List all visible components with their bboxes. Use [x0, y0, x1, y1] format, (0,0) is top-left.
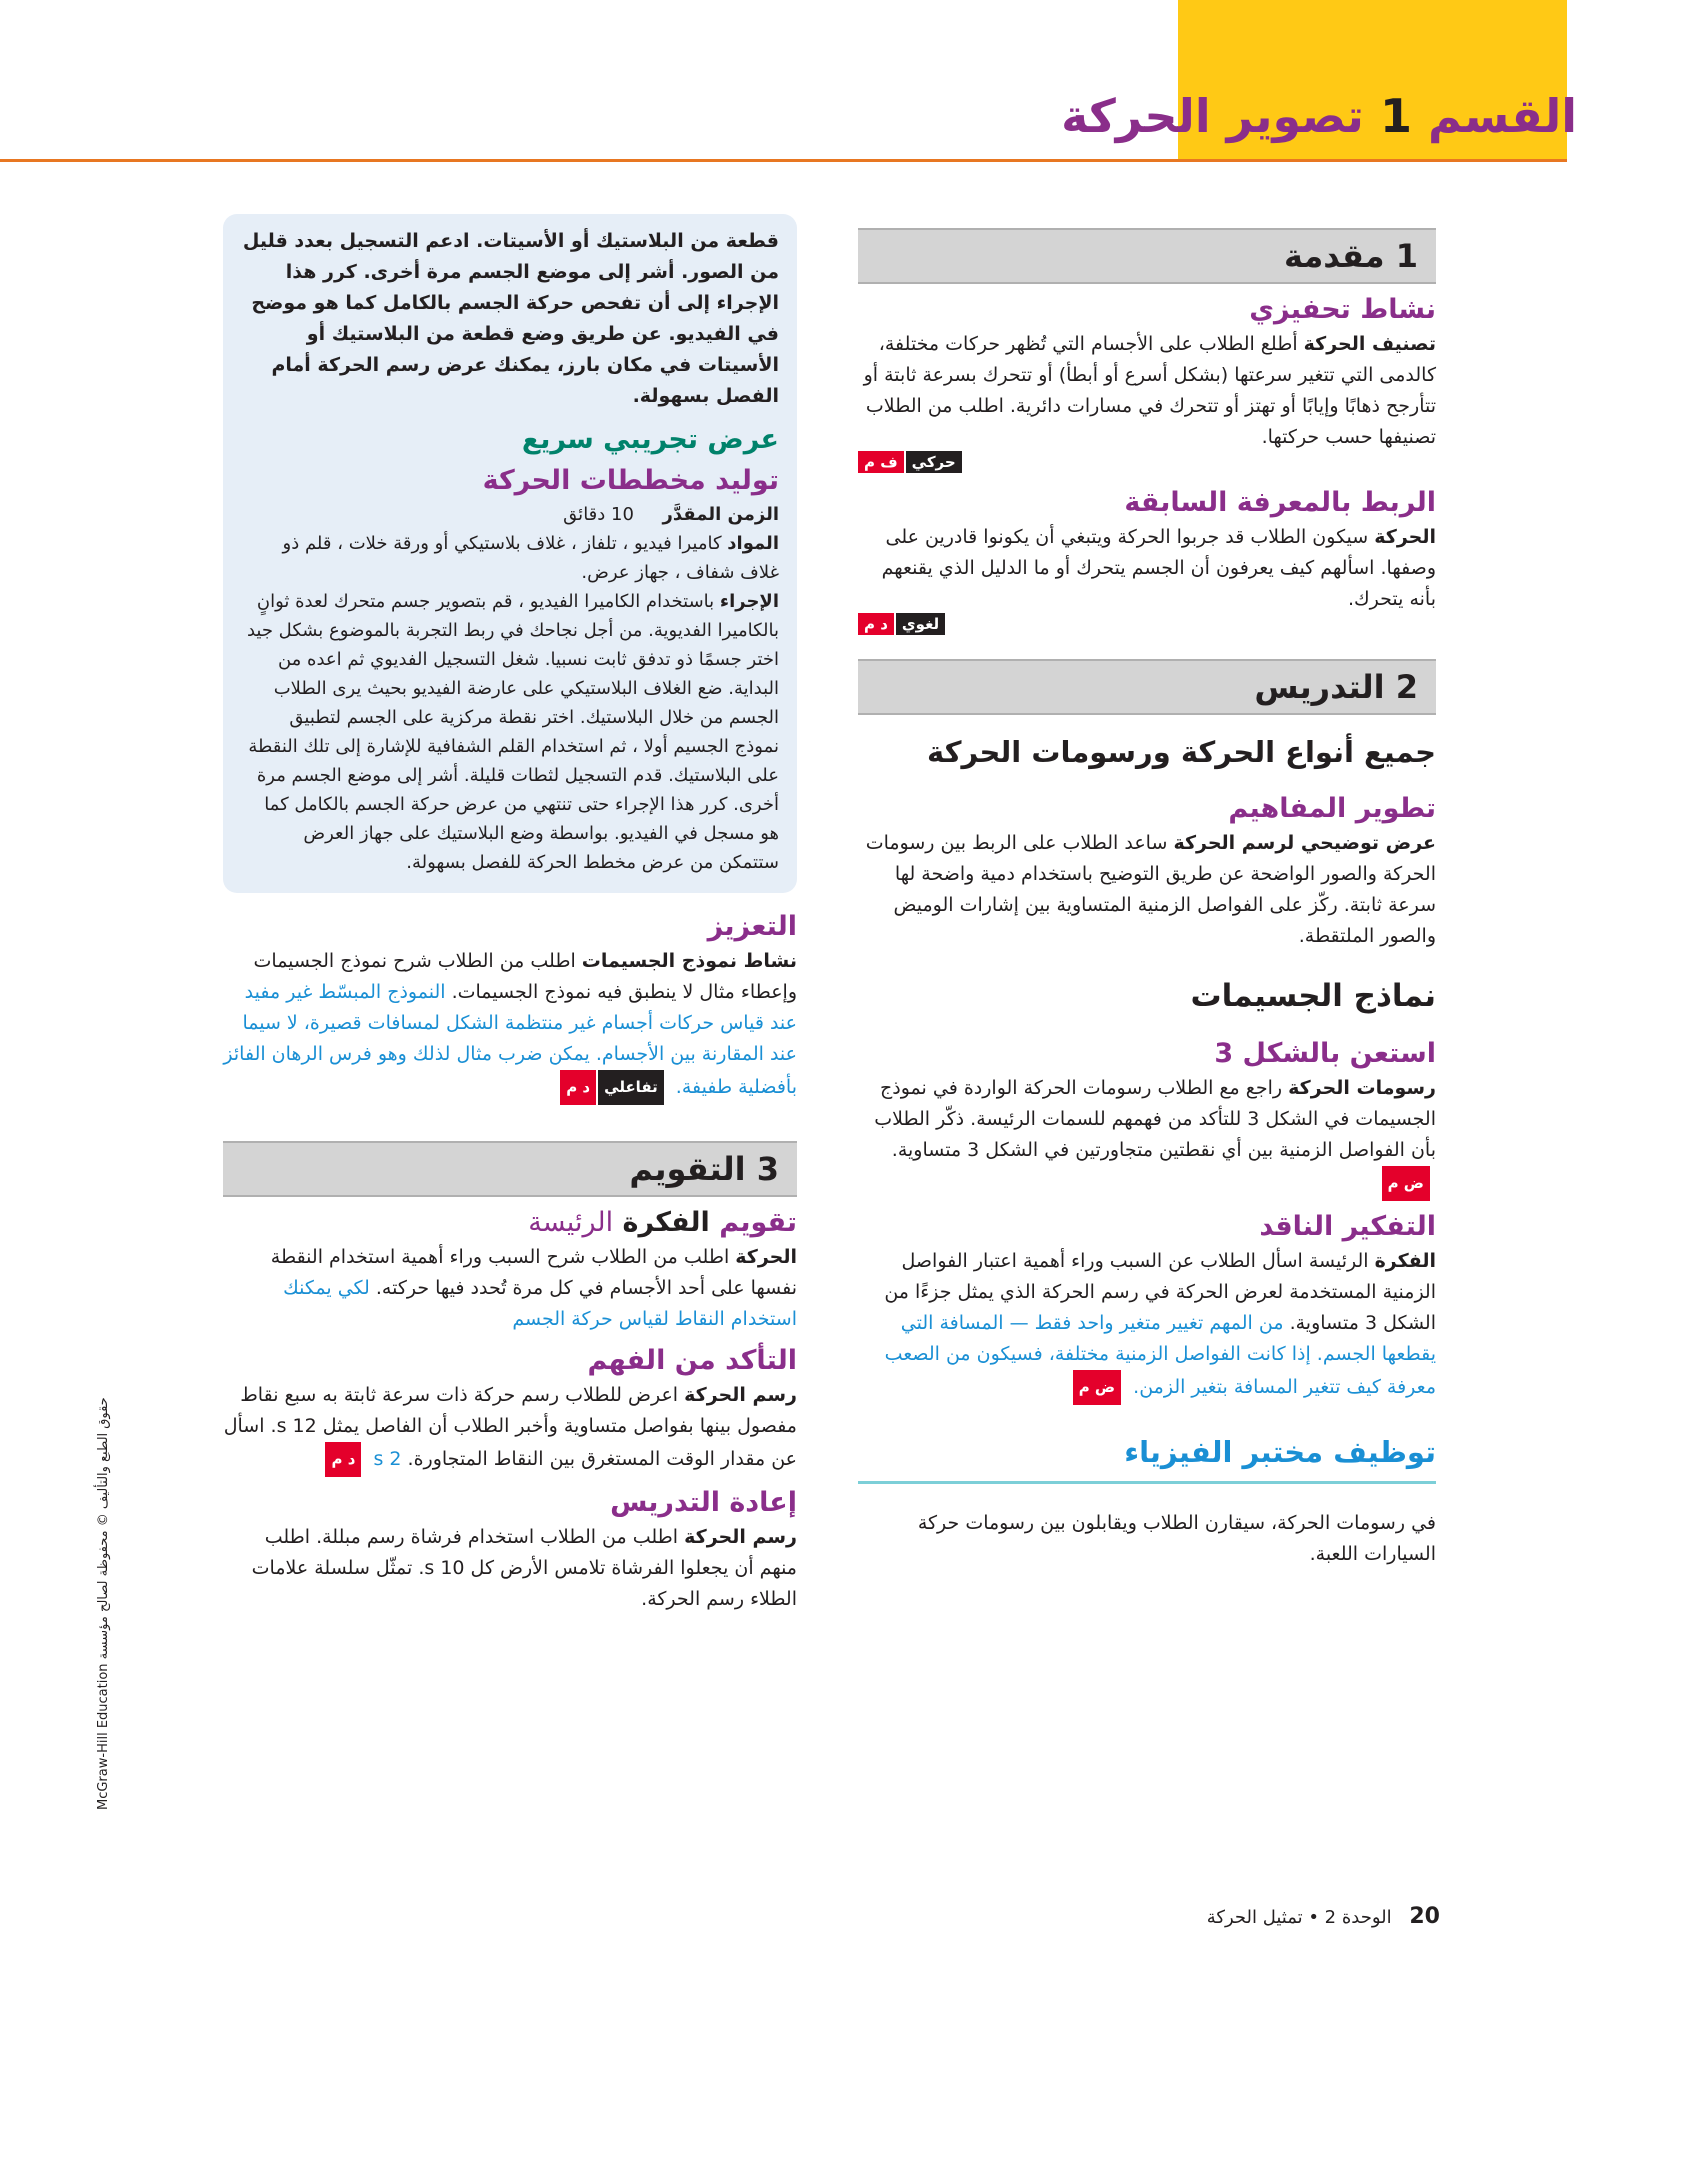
critical-text: الرئيسة اسأل الطلاب عن السبب وراء أهمية اعتبار الفواصل الزمنية المستخدمة لعرض الحركة في رسم الحركة الذي يمثل جزءًا من الشكل 3 متساوية.: [884, 1250, 1436, 1334]
time-value: 10 دقائق: [563, 504, 634, 525]
assess-band: 3 التقويم: [223, 1141, 797, 1197]
unit-label: الوحدة 2 • تمثيل الحركة: [1206, 1907, 1392, 1928]
quick-demo-box: [223, 214, 797, 893]
time-row: [241, 500, 779, 529]
big-idea-paragraph: [223, 1242, 797, 1335]
reinforce-title: التعزيز: [707, 911, 797, 942]
big-idea-answer: لكي يمكنك استخدام النقاط لقياس حركة الجسم: [283, 1277, 797, 1330]
section-title: تصوير الحركة: [1061, 89, 1364, 143]
critical-title: التفكير الناقد: [1259, 1211, 1436, 1242]
check-lead: رسم الحركة: [684, 1384, 797, 1406]
check-title: التأكد من الفهم: [587, 1345, 797, 1376]
teach-heading: جميع أنواع الحركة ورسومات الحركة: [927, 735, 1436, 769]
tag-badge: ف م: [858, 451, 904, 473]
motivate-title: نشاط تحفيزي: [1249, 294, 1436, 325]
prior-text: سيكون الطلاب قد جربوا الحركة ويتبغي أن يكونوا قادرين على وصفها. اسألهم كيف يعرفون أن الجسم يتحرك أو ما الدليل الذي يقنعهم بأنه يتحرك.: [881, 526, 1436, 610]
figure-text: راجع مع الطلاب رسومات الحركة الواردة في نموذج الجسيمات في الشكل 3 للتأكد من فهمهم للسمات الرئيسة. ذكّر الطلاب بأن الفواصل الزمنية بين أي نقطتين متجاورتين في الشكل 3 متساوية.: [874, 1077, 1436, 1161]
lab-text: في رسومات الحركة، سيقارن الطلاب ويقابلون بين رسومات حركة السيارات اللعبة.: [917, 1512, 1436, 1565]
page-number: 20: [1409, 1904, 1440, 1929]
big-idea-lead: الحركة: [735, 1246, 797, 1268]
quick-demo-label: عرض تجريبي سريع: [521, 424, 779, 455]
header-rule: [0, 159, 1567, 162]
time-label: الزمن المقدَّر: [662, 504, 779, 525]
check-answer: 2 s: [373, 1448, 402, 1470]
section-label: القسم: [1427, 89, 1577, 143]
demo-title: توليد مخططات الحركة: [482, 465, 779, 496]
copyright-text: حقوق الطبع والتأليف © محفوظة لصالح مؤسسة McGraw-Hill Education: [96, 1397, 111, 1810]
tag-badge: ض م: [1073, 1370, 1121, 1405]
tag-badge: تفاعلي: [598, 1070, 664, 1105]
prior-knowledge-title: الربط بالمعرفة السابقة: [1124, 487, 1436, 518]
reinforce-paragraph: [223, 946, 797, 1105]
reteach-paragraph: [223, 1522, 797, 1615]
motivate-paragraph: [858, 329, 1436, 453]
copyright-credit: [88, 1290, 118, 1810]
tag-badge: لغوي: [896, 613, 945, 635]
page-footer: [1207, 1904, 1440, 1929]
concepts-text: ساعد الطلاب على الربط بين رسومات الحركة والصور الواضحة عن طريق التوضيح باستخدام دمية واضحة لها سرعة ثابتة. ركّز على الفواصل الزمنية المتساوية بين إشارات الوميض والصور الملتقطة.: [865, 832, 1436, 947]
motivate-text: أطلع الطلاب على الأجسام التي تُظهر حركات مختلفة، كالدمى التي تتغير سرعتها (بشكل أسرع أو أبطأ) أو تتحرك بسرعة ثابتة أو تتأرجح ذهابًا وإيابًا أو تهتز أو تتحرك في مسارات دائرية. اطلب من الطلاب تصنيفها حسب حركتها.: [863, 333, 1436, 448]
concepts-paragraph: [858, 828, 1436, 952]
check-paragraph: [223, 1380, 797, 1477]
section-number: 1: [1379, 89, 1412, 143]
figure-title: استعن بالشكل 3: [1214, 1038, 1436, 1069]
motivate-tags: [858, 451, 1436, 473]
prior-knowledge-paragraph: [858, 522, 1436, 615]
motivate-lead: تصنيف الحركة: [1303, 333, 1436, 355]
procedure-row: [241, 587, 779, 877]
procedure-text: باستخدام الكاميرا الفيديو ، قم بتصوير جسم متحرك لعدة ثوانٍ بالكاميرا الفديوية. من أجل نجاحك في ربط التجربة بالموضوع بشكل جيد اختر جسمًا ذو تدفق ثابت نسبيا. شغل التسجيل الفديوي ثم اعده من البداية. ضع الغلاف البلاستيكي على عارضة الفيديو بحيث يرى الطلاب الجسم من خلال البلاستيك. اختر نقطة مركزية على الجسم لتطبيق نموذج الجسيم أولا ، ثم استخدام القلم الشفافية للإشارة إلى تلك النقطة على البلاستيك. قدم التسجيل لثطات قليلة. أشر إلى موضع الجسم مرة أخرى. كرر هذا الإجراء حتى تنتهي من عرض حركة الجسم بالكامل كما هو مسجل في الفيديو. بواسطة وضع البلاستيك على جهاز العرض ستتمكن من عرض مخطط الحركة للفصل بسهولة.: [246, 591, 779, 873]
concepts-lead: عرض توضيحي لرسم الحركة: [1173, 832, 1436, 854]
page-title: [477, 86, 1577, 146]
materials-label: المواد: [727, 533, 779, 554]
materials-text: كاميرا فيديو ، تلفاز ، غلاف بلاستيكي أو ورقة خلات ، قلم ذو غلاف شفاف ، جهاز عرض.: [282, 533, 779, 583]
demo-intro-text: قطعة من البلاستيك أو الأسيتات. ادعم التسجيل بعدد قليل من الصور. أشر إلى موضع الجسم مرة أخرى. كرر هذا الإجراء إلى أن تفحص حركة الجسم بالكامل كما هو موضح في الفيديو. عن طريق وضع قطعة من البلاستيك أو الأسيتات في مكان بارز، يمكنك عرض رسم الحركة أمام الفصل بسهولة.: [242, 230, 779, 407]
reteach-lead: رسم الحركة: [684, 1526, 797, 1548]
tag-badge: د م: [560, 1070, 596, 1105]
reinforce-text: اطلب من الطلاب شرح نموذج الجسيمات وإعطاء مثال لا ينطبق فيه نموذج الجسيمات.: [253, 950, 797, 1003]
critical-paragraph: [858, 1246, 1436, 1405]
big-idea-title-c: الرئيسة: [528, 1207, 614, 1238]
left-column: [223, 214, 797, 1615]
tag-badge: د م: [858, 613, 894, 635]
figure-paragraph: [858, 1073, 1436, 1201]
big-idea-title: [223, 1207, 797, 1238]
materials-row: [241, 529, 779, 587]
tag-badge: ض م: [1382, 1166, 1430, 1201]
big-idea-title-b: الفكرة: [622, 1207, 710, 1238]
critical-answer: من المهم تغيير متغير واحد فقط — المسافة التي يقطعها الجسم. إذا كانت الفواصل الزمنية مختلفة، فسيكون من الصعب معرفة كيف تتغير المسافة بتغير الزمن.: [884, 1312, 1436, 1398]
check-text: اعرض للطلاب رسم حركة ذات سرعة ثابتة به سبع نقاط مفصول بينها بفواصل متساوية وأخبر الطلاب أن الفاصل يمثل 12 s. اسأل عن مقدار الوقت المستغرق بين النقاط المتجاورة.: [223, 1384, 797, 1470]
lab-title: توظيف مختبر الفيزياء: [1124, 1435, 1436, 1469]
big-idea-text: اطلب من الطلاب شرح السبب وراء أهمية استخدام النقطة نفسها على أحد الأجسام في كل مرة تُحدد فيها حركته.: [270, 1246, 797, 1299]
prior-tags: [858, 613, 1436, 635]
big-idea-title-a: تقويم: [719, 1207, 797, 1238]
reinforce-lead: نشاط نموذج الجسيمات: [581, 950, 797, 972]
particles-heading: نماذج الجسيمات: [1190, 978, 1436, 1014]
tag-badge: د م: [325, 1442, 361, 1477]
critical-lead: الفكرة: [1374, 1250, 1436, 1272]
procedure-label: الإجراء: [719, 591, 779, 612]
lab-rule: [858, 1481, 1436, 1484]
right-column: [858, 228, 1436, 1570]
reteach-title: إعادة التدريس: [610, 1487, 797, 1518]
reteach-text: اطلب من الطلاب استخدام فرشاة رسم مبللة. اطلب منهم أن يجعلوا الفرشاة تلامس الأرض كل 10 s. تمثّل سلسلة علامات الطلاء رسم الحركة.: [251, 1526, 797, 1610]
prior-lead: الحركة: [1374, 526, 1436, 548]
reinforce-answer: النموذج المبسّط غير مفيد عند قياس حركات أجسام غير منتظمة الشكل لمسافات قصيرة، لا سيما عند المقارنة بين الأجسام. يمكن ضرب مثال لذلك وهو فرس الرهان الفائز بأفضلية طفيفة.: [223, 981, 797, 1098]
intro-band: 1 مقدمة: [858, 228, 1436, 284]
tag-badge: حركي: [906, 451, 962, 473]
teach-band: 2 التدريس: [858, 659, 1436, 715]
figure-lead: رسومات الحركة: [1288, 1077, 1436, 1099]
concepts-title: تطوير المفاهيم: [1228, 793, 1436, 824]
